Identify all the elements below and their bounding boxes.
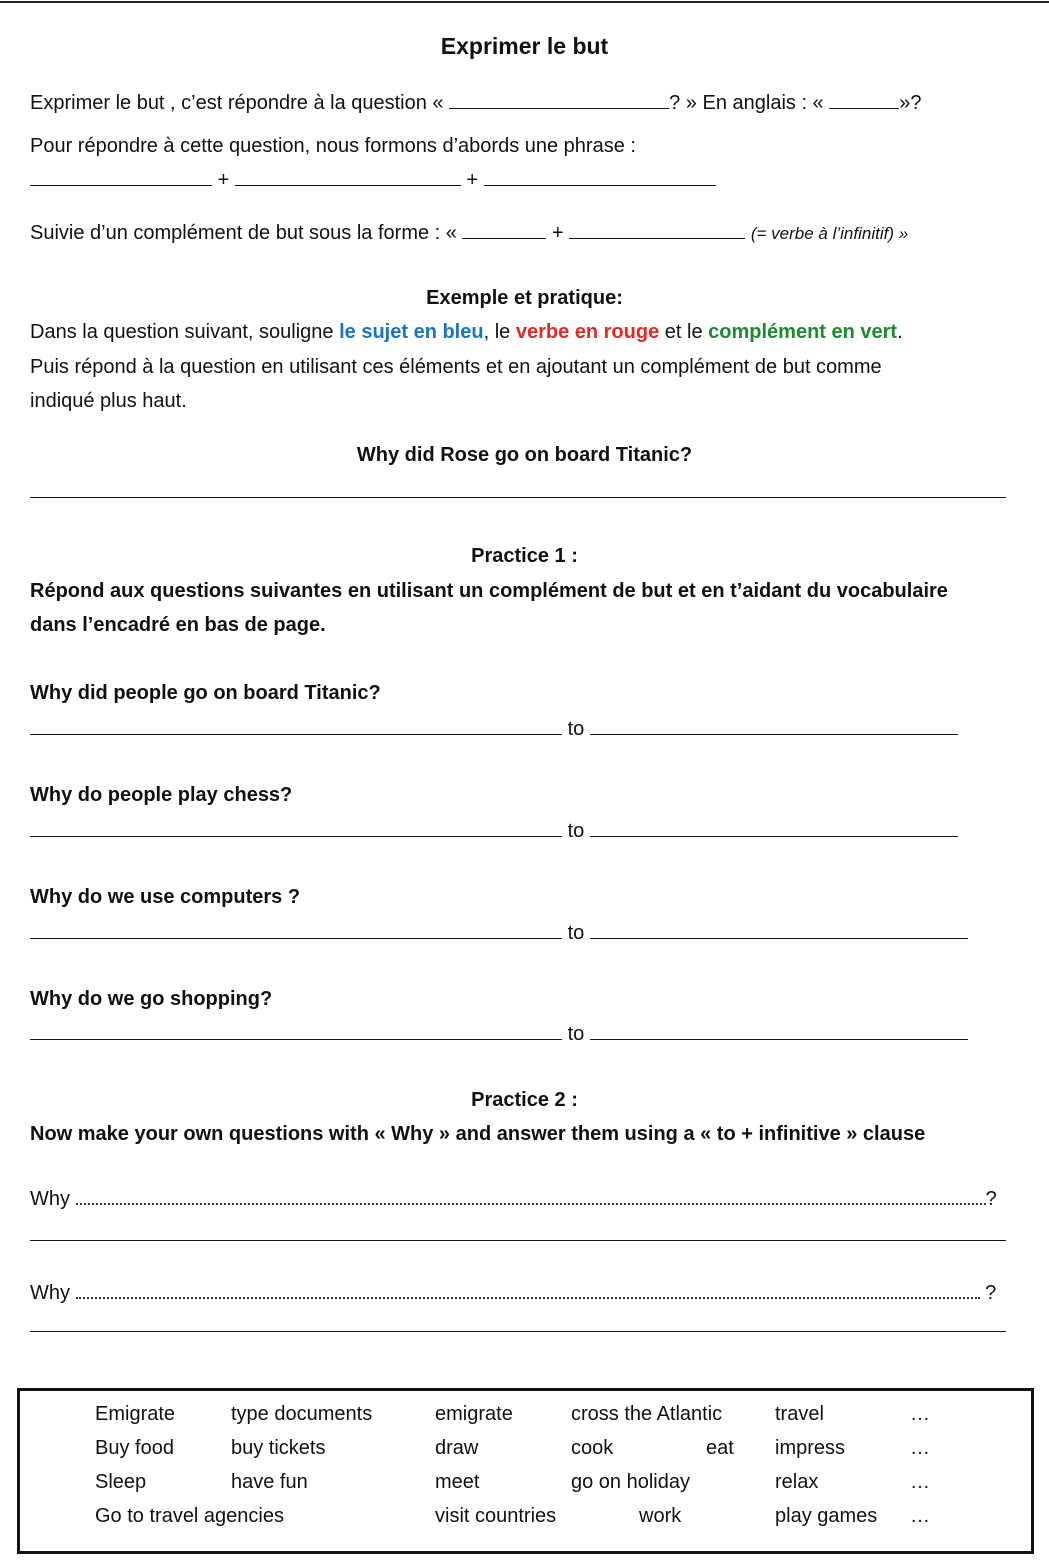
why-word: Why (30, 1282, 70, 1304)
practice-1-instruction-2: dans l’encadré en bas de page. (30, 614, 326, 636)
vocab-word: cross the Atlantic (571, 1403, 723, 1425)
answer-blank[interactable] (590, 716, 958, 735)
vocab-ellipsis: … (910, 1437, 930, 1459)
vocab-word: buy tickets (231, 1437, 326, 1459)
verb-red: verbe en rouge (515, 321, 660, 343)
vocabulary-box (17, 1388, 1034, 1554)
vocab-word: type documents (231, 1403, 373, 1425)
example-instruction-3: indiqué plus haut. (30, 390, 187, 412)
intro-text-a: Exprimer le but , c’est répondre à la question « (30, 92, 444, 114)
plus-sign: + (466, 169, 479, 191)
practice-1-instruction-1: Répond aux questions suivantes en utilisant un complément de but et en t’aidant du vocabulaire (30, 580, 948, 602)
intro-text-c: »? (899, 92, 922, 114)
vocab-word: go on holiday (571, 1471, 690, 1493)
answer-row (30, 818, 958, 843)
answer-blank[interactable] (462, 220, 546, 239)
question-dotted-line[interactable] (76, 1185, 986, 1205)
practice-1-question: Why do people play chess? (30, 784, 293, 806)
to-word: to (567, 718, 585, 740)
vocab-word: Sleep (95, 1471, 147, 1493)
question-mark: ? (985, 1282, 997, 1304)
why-question-row (30, 1279, 996, 1305)
top-border (0, 1, 1049, 3)
intro-line-2: Pour répondre à cette question, nous formons d’abords une phrase : (30, 135, 636, 157)
answer-blank[interactable] (449, 90, 669, 109)
why-question-row (30, 1185, 997, 1211)
to-word: to (567, 820, 585, 842)
intro-line-1 (30, 90, 922, 115)
answer-blank[interactable] (30, 1021, 562, 1040)
vocab-word: play games (775, 1505, 878, 1527)
subject-blue: le sujet en bleu (339, 321, 484, 343)
practice-1-question: Why did people go on board Titanic? (30, 682, 381, 704)
answer-blank[interactable] (590, 818, 958, 837)
intro-line-4 (30, 220, 908, 245)
vocab-ellipsis: … (910, 1471, 930, 1493)
instr-text: et le (659, 321, 709, 343)
example-heading: Exemple et pratique: (426, 287, 623, 309)
answer-blank[interactable] (30, 920, 562, 939)
example-question: Why did Rose go on board Titanic? (356, 444, 693, 466)
answer-blank[interactable] (30, 716, 562, 735)
practice-1-heading: Practice 1 : (471, 545, 578, 567)
answer-blank[interactable] (30, 167, 212, 186)
to-word: to (567, 922, 585, 944)
vocab-word: Buy food (95, 1437, 174, 1459)
answer-row (30, 716, 958, 741)
vocab-word: Emigrate (95, 1403, 176, 1425)
answer-blank[interactable] (235, 167, 461, 186)
example-instruction-2: Puis répond à la question en utilisant ces éléments et en ajoutant un complément de but comme (30, 356, 882, 378)
vocab-word: travel (775, 1403, 824, 1425)
instr-text: . (897, 321, 903, 343)
answer-blank[interactable] (590, 920, 968, 939)
vocab-word: draw (435, 1437, 479, 1459)
plus-sign: + (552, 222, 564, 244)
instr-text: Dans la question suivant, souligne (30, 321, 340, 343)
vocab-word: impress (775, 1437, 846, 1459)
intro-line-3 (30, 167, 716, 192)
vocab-word: visit countries (435, 1505, 557, 1527)
infinitive-note: (= verbe à l’infinitif) » (750, 224, 909, 243)
plus-sign: + (217, 169, 230, 191)
vocab-word: meet (435, 1471, 480, 1493)
intro-text-d: Suivie d’un complément de but sous la forme : « (30, 222, 457, 244)
answer-blank[interactable] (569, 220, 745, 239)
vocab-word: eat (706, 1437, 734, 1459)
answer-row (30, 1021, 968, 1046)
vocab-word: emigrate (435, 1403, 513, 1425)
vocab-word: cook (571, 1437, 614, 1459)
intro-text-b: ? » En anglais : « (669, 92, 824, 114)
instr-text: , le (483, 321, 516, 343)
vocab-word: have fun (231, 1471, 308, 1493)
answer-line[interactable] (30, 497, 1006, 498)
why-word: Why (30, 1188, 70, 1210)
practice-2-instruction: Now make your own questions with « Why » and answer them using a « to + infinitive » clause (30, 1123, 926, 1145)
vocab-ellipsis: … (910, 1505, 930, 1527)
complement-green: complément en vert (708, 321, 898, 343)
answer-blank[interactable] (590, 1021, 968, 1040)
answer-line[interactable] (30, 1331, 1006, 1332)
vocab-word: work (639, 1505, 682, 1527)
practice-2-heading: Practice 2 : (471, 1089, 578, 1111)
to-word: to (567, 1023, 585, 1045)
practice-1-question: Why do we use computers ? (30, 886, 301, 908)
vocab-ellipsis: … (910, 1403, 930, 1425)
answer-row (30, 920, 968, 945)
question-mark: ? (985, 1188, 997, 1210)
example-instruction-1 (30, 321, 903, 344)
answer-line[interactable] (30, 1240, 1006, 1241)
answer-blank[interactable] (484, 167, 716, 186)
vocab-word: relax (775, 1471, 819, 1493)
question-dotted-line[interactable] (76, 1279, 980, 1299)
answer-blank[interactable] (30, 818, 562, 837)
answer-blank[interactable] (829, 90, 899, 109)
vocab-word: Go to travel agencies (95, 1505, 284, 1527)
page-title: Exprimer le but (440, 33, 609, 59)
practice-1-question: Why do we go shopping? (30, 988, 273, 1010)
